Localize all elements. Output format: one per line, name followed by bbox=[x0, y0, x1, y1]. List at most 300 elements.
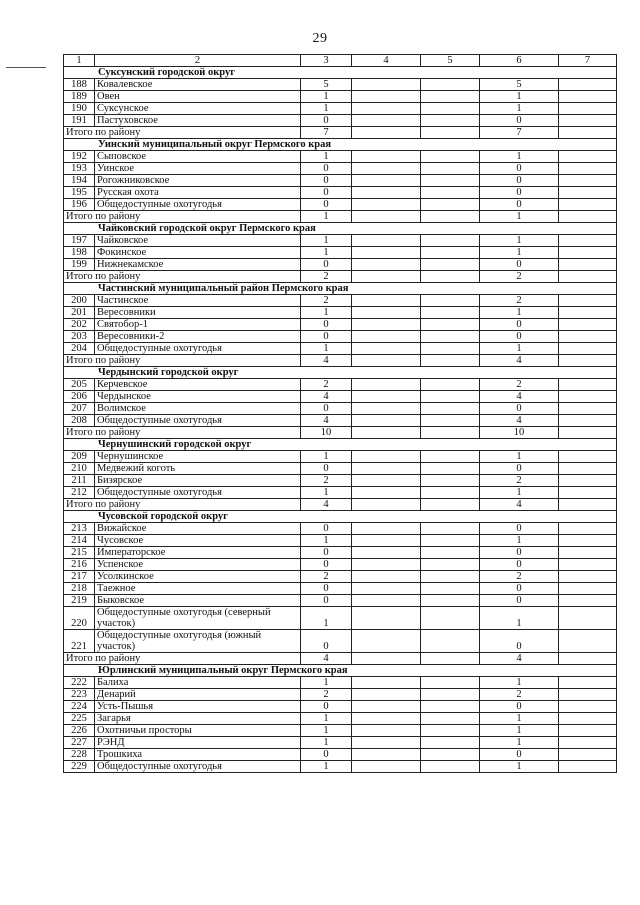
total-label: Итого по району bbox=[64, 271, 301, 283]
cell-col5 bbox=[421, 749, 480, 761]
row-number: 207 bbox=[64, 403, 95, 415]
total-label: Итого по району bbox=[64, 127, 301, 139]
row-number: 219 bbox=[64, 595, 95, 607]
cell-col7 bbox=[559, 355, 617, 367]
cell-col5 bbox=[421, 211, 480, 223]
table-row bbox=[64, 463, 617, 475]
cell-col4 bbox=[352, 415, 421, 427]
cell-col6: 0 bbox=[480, 319, 559, 331]
cell-col6: 1 bbox=[480, 607, 559, 630]
cell-col5 bbox=[421, 571, 480, 583]
cell-col6: 1 bbox=[480, 247, 559, 259]
ground-name: Охотничьи просторы bbox=[95, 725, 301, 737]
cell-col3: 0 bbox=[301, 547, 352, 559]
cell-col4 bbox=[352, 701, 421, 713]
ground-name: Чайковское bbox=[95, 235, 301, 247]
column-header: 1 bbox=[64, 55, 95, 67]
cell-col5 bbox=[421, 163, 480, 175]
cell-col3: 0 bbox=[301, 559, 352, 571]
section-title: Уинский муниципальный округ Пермского края bbox=[64, 139, 617, 151]
cell-col5 bbox=[421, 761, 480, 773]
table-row bbox=[64, 630, 617, 653]
cell-col4 bbox=[352, 630, 421, 653]
ground-name: Вересовники-2 bbox=[95, 331, 301, 343]
total-label: Итого по району bbox=[64, 653, 301, 665]
cell-col7 bbox=[559, 725, 617, 737]
cell-col7 bbox=[559, 571, 617, 583]
table-row bbox=[64, 151, 617, 163]
cell-col4 bbox=[352, 199, 421, 211]
cell-col3: 4 bbox=[301, 391, 352, 403]
cell-col7 bbox=[559, 677, 617, 689]
row-number: 212 bbox=[64, 487, 95, 499]
row-number: 204 bbox=[64, 343, 95, 355]
row-number: 188 bbox=[64, 79, 95, 91]
cell-col5 bbox=[421, 427, 480, 439]
cell-col3: 2 bbox=[301, 689, 352, 701]
cell-col7 bbox=[559, 535, 617, 547]
cell-col5 bbox=[421, 403, 480, 415]
cell-col6: 2 bbox=[480, 571, 559, 583]
total-row bbox=[64, 211, 617, 223]
cell-col5 bbox=[421, 115, 480, 127]
ground-name: Суксунское bbox=[95, 103, 301, 115]
table-row bbox=[64, 487, 617, 499]
cell-col5 bbox=[421, 737, 480, 749]
ground-name: Успенское bbox=[95, 559, 301, 571]
cell-col5 bbox=[421, 451, 480, 463]
cell-col6: 0 bbox=[480, 199, 559, 211]
cell-col3: 4 bbox=[301, 355, 352, 367]
cell-col3: 0 bbox=[301, 163, 352, 175]
page-number: 29 bbox=[312, 31, 328, 46]
cell-col4 bbox=[352, 595, 421, 607]
cell-col6: 1 bbox=[480, 737, 559, 749]
section-header-row bbox=[64, 223, 617, 235]
cell-col7 bbox=[559, 547, 617, 559]
cell-col7 bbox=[559, 630, 617, 653]
table-row bbox=[64, 535, 617, 547]
cell-col6: 1 bbox=[480, 343, 559, 355]
cell-col5 bbox=[421, 653, 480, 665]
row-number: 196 bbox=[64, 199, 95, 211]
cell-col3: 1 bbox=[301, 677, 352, 689]
cell-col5 bbox=[421, 487, 480, 499]
cell-col4 bbox=[352, 391, 421, 403]
row-number: 206 bbox=[64, 391, 95, 403]
row-number: 193 bbox=[64, 163, 95, 175]
cell-col4 bbox=[352, 79, 421, 91]
cell-col4 bbox=[352, 487, 421, 499]
total-row bbox=[64, 127, 617, 139]
cell-col3: 0 bbox=[301, 187, 352, 199]
cell-col5 bbox=[421, 271, 480, 283]
cell-col6: 1 bbox=[480, 151, 559, 163]
row-number: 203 bbox=[64, 331, 95, 343]
row-number: 215 bbox=[64, 547, 95, 559]
cell-col7 bbox=[559, 331, 617, 343]
ground-name: Общедоступные охотугодья bbox=[95, 343, 301, 355]
table-row bbox=[64, 415, 617, 427]
cell-col7 bbox=[559, 307, 617, 319]
cell-col4 bbox=[352, 307, 421, 319]
cell-col6: 1 bbox=[480, 487, 559, 499]
table-row bbox=[64, 595, 617, 607]
cell-col3: 1 bbox=[301, 713, 352, 725]
cell-col5 bbox=[421, 725, 480, 737]
cell-col6: 0 bbox=[480, 403, 559, 415]
cell-col5 bbox=[421, 677, 480, 689]
cell-col6: 1 bbox=[480, 307, 559, 319]
cell-col7 bbox=[559, 607, 617, 630]
cell-col3: 0 bbox=[301, 403, 352, 415]
ground-name: РЭНД bbox=[95, 737, 301, 749]
row-number: 217 bbox=[64, 571, 95, 583]
cell-col5 bbox=[421, 175, 480, 187]
cell-col4 bbox=[352, 427, 421, 439]
table-row bbox=[64, 571, 617, 583]
total-label: Итого по району bbox=[64, 355, 301, 367]
cell-col3: 1 bbox=[301, 307, 352, 319]
cell-col4 bbox=[352, 151, 421, 163]
cell-col4 bbox=[352, 547, 421, 559]
cell-col7 bbox=[559, 689, 617, 701]
cell-col3: 1 bbox=[301, 235, 352, 247]
row-number: 218 bbox=[64, 583, 95, 595]
cell-col6: 4 bbox=[480, 355, 559, 367]
cell-col6: 1 bbox=[480, 713, 559, 725]
cell-col6: 2 bbox=[480, 475, 559, 487]
table-row bbox=[64, 247, 617, 259]
row-number: 222 bbox=[64, 677, 95, 689]
cell-col7 bbox=[559, 701, 617, 713]
cell-col4 bbox=[352, 463, 421, 475]
cell-col5 bbox=[421, 379, 480, 391]
cell-col4 bbox=[352, 163, 421, 175]
cell-col5 bbox=[421, 535, 480, 547]
cell-col3: 0 bbox=[301, 701, 352, 713]
cell-col7 bbox=[559, 499, 617, 511]
row-number: 189 bbox=[64, 91, 95, 103]
cell-col6: 0 bbox=[480, 115, 559, 127]
cell-col7 bbox=[559, 115, 617, 127]
cell-col6: 1 bbox=[480, 725, 559, 737]
column-header: 4 bbox=[352, 55, 421, 67]
row-number: 195 bbox=[64, 187, 95, 199]
cell-col6: 0 bbox=[480, 187, 559, 199]
ground-name: Усть-Пышья bbox=[95, 701, 301, 713]
cell-col7 bbox=[559, 235, 617, 247]
row-number: 202 bbox=[64, 319, 95, 331]
ground-name: Овен bbox=[95, 91, 301, 103]
cell-col7 bbox=[559, 103, 617, 115]
row-number: 213 bbox=[64, 523, 95, 535]
cell-col7 bbox=[559, 463, 617, 475]
row-number: 229 bbox=[64, 761, 95, 773]
cell-col4 bbox=[352, 259, 421, 271]
table-row bbox=[64, 79, 617, 91]
ground-name: Общедоступные охотугодья bbox=[95, 199, 301, 211]
cell-col6: 0 bbox=[480, 331, 559, 343]
ground-name: Нижнекамское bbox=[95, 259, 301, 271]
ground-name: Общедоступные охотугодья (северный участок) bbox=[95, 607, 301, 630]
cell-col7 bbox=[559, 259, 617, 271]
cell-col7 bbox=[559, 415, 617, 427]
cell-col4 bbox=[352, 295, 421, 307]
cell-col4 bbox=[352, 127, 421, 139]
cell-col4 bbox=[352, 523, 421, 535]
cell-col3: 1 bbox=[301, 737, 352, 749]
section-header-row bbox=[64, 439, 617, 451]
cell-col5 bbox=[421, 307, 480, 319]
header-row bbox=[64, 55, 617, 67]
cell-col5 bbox=[421, 199, 480, 211]
section-header-row bbox=[64, 665, 617, 677]
cell-col4 bbox=[352, 403, 421, 415]
cell-col6: 2 bbox=[480, 689, 559, 701]
cell-col7 bbox=[559, 487, 617, 499]
cell-col3: 0 bbox=[301, 175, 352, 187]
cell-col6: 0 bbox=[480, 175, 559, 187]
cell-col3: 1 bbox=[301, 725, 352, 737]
cell-col7 bbox=[559, 761, 617, 773]
cell-col6: 0 bbox=[480, 547, 559, 559]
column-header: 3 bbox=[301, 55, 352, 67]
section-header-row bbox=[64, 511, 617, 523]
cell-col4 bbox=[352, 737, 421, 749]
cell-col4 bbox=[352, 535, 421, 547]
row-number: 227 bbox=[64, 737, 95, 749]
section-header-row bbox=[64, 367, 617, 379]
cell-col4 bbox=[352, 331, 421, 343]
table-row bbox=[64, 163, 617, 175]
cell-col4 bbox=[352, 451, 421, 463]
cell-col5 bbox=[421, 630, 480, 653]
cell-col6: 2 bbox=[480, 295, 559, 307]
cell-col4 bbox=[352, 677, 421, 689]
cell-col6: 2 bbox=[480, 379, 559, 391]
cell-col4 bbox=[352, 343, 421, 355]
cell-col6: 0 bbox=[480, 463, 559, 475]
column-header: 5 bbox=[421, 55, 480, 67]
cell-col6: 0 bbox=[480, 583, 559, 595]
ground-name: Рогожниковское bbox=[95, 175, 301, 187]
ground-name: Сыповское bbox=[95, 151, 301, 163]
ground-name: Пастуховское bbox=[95, 115, 301, 127]
table-row bbox=[64, 475, 617, 487]
cell-col3: 1 bbox=[301, 343, 352, 355]
table-row bbox=[64, 761, 617, 773]
cell-col4 bbox=[352, 761, 421, 773]
cell-col6: 0 bbox=[480, 163, 559, 175]
ground-name: Уинское bbox=[95, 163, 301, 175]
cell-col4 bbox=[352, 175, 421, 187]
cell-col6: 1 bbox=[480, 761, 559, 773]
total-row bbox=[64, 427, 617, 439]
table-row bbox=[64, 403, 617, 415]
cell-col4 bbox=[352, 235, 421, 247]
cell-col7 bbox=[559, 199, 617, 211]
table-row bbox=[64, 103, 617, 115]
row-number: 220 bbox=[64, 607, 95, 630]
cell-col3: 0 bbox=[301, 115, 352, 127]
row-number: 199 bbox=[64, 259, 95, 271]
row-number: 228 bbox=[64, 749, 95, 761]
cell-col7 bbox=[559, 523, 617, 535]
cell-col7 bbox=[559, 749, 617, 761]
cell-col4 bbox=[352, 499, 421, 511]
cell-col5 bbox=[421, 103, 480, 115]
table-row bbox=[64, 187, 617, 199]
ground-name: Общедоступные охотугодья bbox=[95, 415, 301, 427]
cell-col5 bbox=[421, 127, 480, 139]
cell-col4 bbox=[352, 713, 421, 725]
row-number: 214 bbox=[64, 535, 95, 547]
ground-name: Фокинское bbox=[95, 247, 301, 259]
cell-col7 bbox=[559, 583, 617, 595]
cell-col3: 0 bbox=[301, 463, 352, 475]
cell-col5 bbox=[421, 463, 480, 475]
cell-col7 bbox=[559, 163, 617, 175]
cell-col3: 4 bbox=[301, 499, 352, 511]
total-row bbox=[64, 499, 617, 511]
hunting-grounds-table bbox=[63, 54, 617, 773]
cell-col5 bbox=[421, 475, 480, 487]
cell-col5 bbox=[421, 559, 480, 571]
cell-col4 bbox=[352, 689, 421, 701]
table-row bbox=[64, 749, 617, 761]
cell-col6: 0 bbox=[480, 523, 559, 535]
ground-name: Денарий bbox=[95, 689, 301, 701]
cell-col4 bbox=[352, 103, 421, 115]
table-row bbox=[64, 295, 617, 307]
cell-col4 bbox=[352, 475, 421, 487]
cell-col3: 7 bbox=[301, 127, 352, 139]
ground-name: Медвежий коготь bbox=[95, 463, 301, 475]
cell-col3: 0 bbox=[301, 523, 352, 535]
cell-col5 bbox=[421, 499, 480, 511]
cell-col4 bbox=[352, 749, 421, 761]
section-header-row bbox=[64, 139, 617, 151]
cell-col7 bbox=[559, 271, 617, 283]
cell-col4 bbox=[352, 319, 421, 331]
cell-col6: 1 bbox=[480, 91, 559, 103]
cell-col3: 0 bbox=[301, 595, 352, 607]
cell-col6: 1 bbox=[480, 103, 559, 115]
ground-name: Керчевское bbox=[95, 379, 301, 391]
cell-col6: 0 bbox=[480, 630, 559, 653]
cell-col6: 4 bbox=[480, 415, 559, 427]
cell-col3: 2 bbox=[301, 379, 352, 391]
row-number: 197 bbox=[64, 235, 95, 247]
cell-col7 bbox=[559, 151, 617, 163]
cell-col6: 0 bbox=[480, 559, 559, 571]
section-title: Чайковский городской округ Пермского края bbox=[64, 223, 617, 235]
table-row bbox=[64, 559, 617, 571]
cell-col3: 10 bbox=[301, 427, 352, 439]
row-number: 216 bbox=[64, 559, 95, 571]
total-row bbox=[64, 653, 617, 665]
section-title: Чердынский городской округ bbox=[64, 367, 617, 379]
cell-col6: 0 bbox=[480, 259, 559, 271]
cell-col3: 0 bbox=[301, 259, 352, 271]
cell-col4 bbox=[352, 571, 421, 583]
cell-col7 bbox=[559, 559, 617, 571]
cell-col5 bbox=[421, 259, 480, 271]
cell-col7 bbox=[559, 247, 617, 259]
cell-col3: 1 bbox=[301, 761, 352, 773]
cell-col6: 10 bbox=[480, 427, 559, 439]
cell-col3: 1 bbox=[301, 91, 352, 103]
ground-name: Балиха bbox=[95, 677, 301, 689]
table-row bbox=[64, 391, 617, 403]
table-row bbox=[64, 175, 617, 187]
table-row bbox=[64, 677, 617, 689]
cell-col7 bbox=[559, 127, 617, 139]
cell-col4 bbox=[352, 653, 421, 665]
cell-col6: 1 bbox=[480, 451, 559, 463]
cell-col3: 1 bbox=[301, 535, 352, 547]
row-number: 226 bbox=[64, 725, 95, 737]
cell-col6: 0 bbox=[480, 595, 559, 607]
total-label: Итого по району bbox=[64, 211, 301, 223]
cell-col4 bbox=[352, 271, 421, 283]
table-row bbox=[64, 379, 617, 391]
table-row bbox=[64, 583, 617, 595]
cell-col7 bbox=[559, 175, 617, 187]
row-number: 208 bbox=[64, 415, 95, 427]
cell-col6: 0 bbox=[480, 749, 559, 761]
cell-col7 bbox=[559, 403, 617, 415]
cell-col5 bbox=[421, 319, 480, 331]
margin-mark bbox=[6, 67, 46, 68]
cell-col5 bbox=[421, 583, 480, 595]
cell-col3: 2 bbox=[301, 271, 352, 283]
row-number: 211 bbox=[64, 475, 95, 487]
cell-col3: 1 bbox=[301, 103, 352, 115]
ground-name: Чусовское bbox=[95, 535, 301, 547]
cell-col6: 5 bbox=[480, 79, 559, 91]
column-header: 6 bbox=[480, 55, 559, 67]
cell-col5 bbox=[421, 523, 480, 535]
cell-col3: 1 bbox=[301, 487, 352, 499]
cell-col7 bbox=[559, 91, 617, 103]
table-row bbox=[64, 701, 617, 713]
cell-col3: 1 bbox=[301, 451, 352, 463]
cell-col3: 1 bbox=[301, 151, 352, 163]
section-title: Юрлинский муниципальный округ Пермского края bbox=[64, 665, 617, 677]
cell-col5 bbox=[421, 595, 480, 607]
cell-col5 bbox=[421, 701, 480, 713]
cell-col5 bbox=[421, 391, 480, 403]
cell-col4 bbox=[352, 607, 421, 630]
table-row bbox=[64, 115, 617, 127]
cell-col4 bbox=[352, 91, 421, 103]
row-number: 223 bbox=[64, 689, 95, 701]
row-number: 225 bbox=[64, 713, 95, 725]
ground-name: Общедоступные охотугодья (южный участок) bbox=[95, 630, 301, 653]
cell-col3: 1 bbox=[301, 607, 352, 630]
table-row bbox=[64, 725, 617, 737]
cell-col3: 0 bbox=[301, 749, 352, 761]
cell-col7 bbox=[559, 211, 617, 223]
cell-col5 bbox=[421, 151, 480, 163]
cell-col4 bbox=[352, 247, 421, 259]
cell-col7 bbox=[559, 475, 617, 487]
cell-col4 bbox=[352, 211, 421, 223]
cell-col6: 1 bbox=[480, 211, 559, 223]
row-number: 221 bbox=[64, 630, 95, 653]
